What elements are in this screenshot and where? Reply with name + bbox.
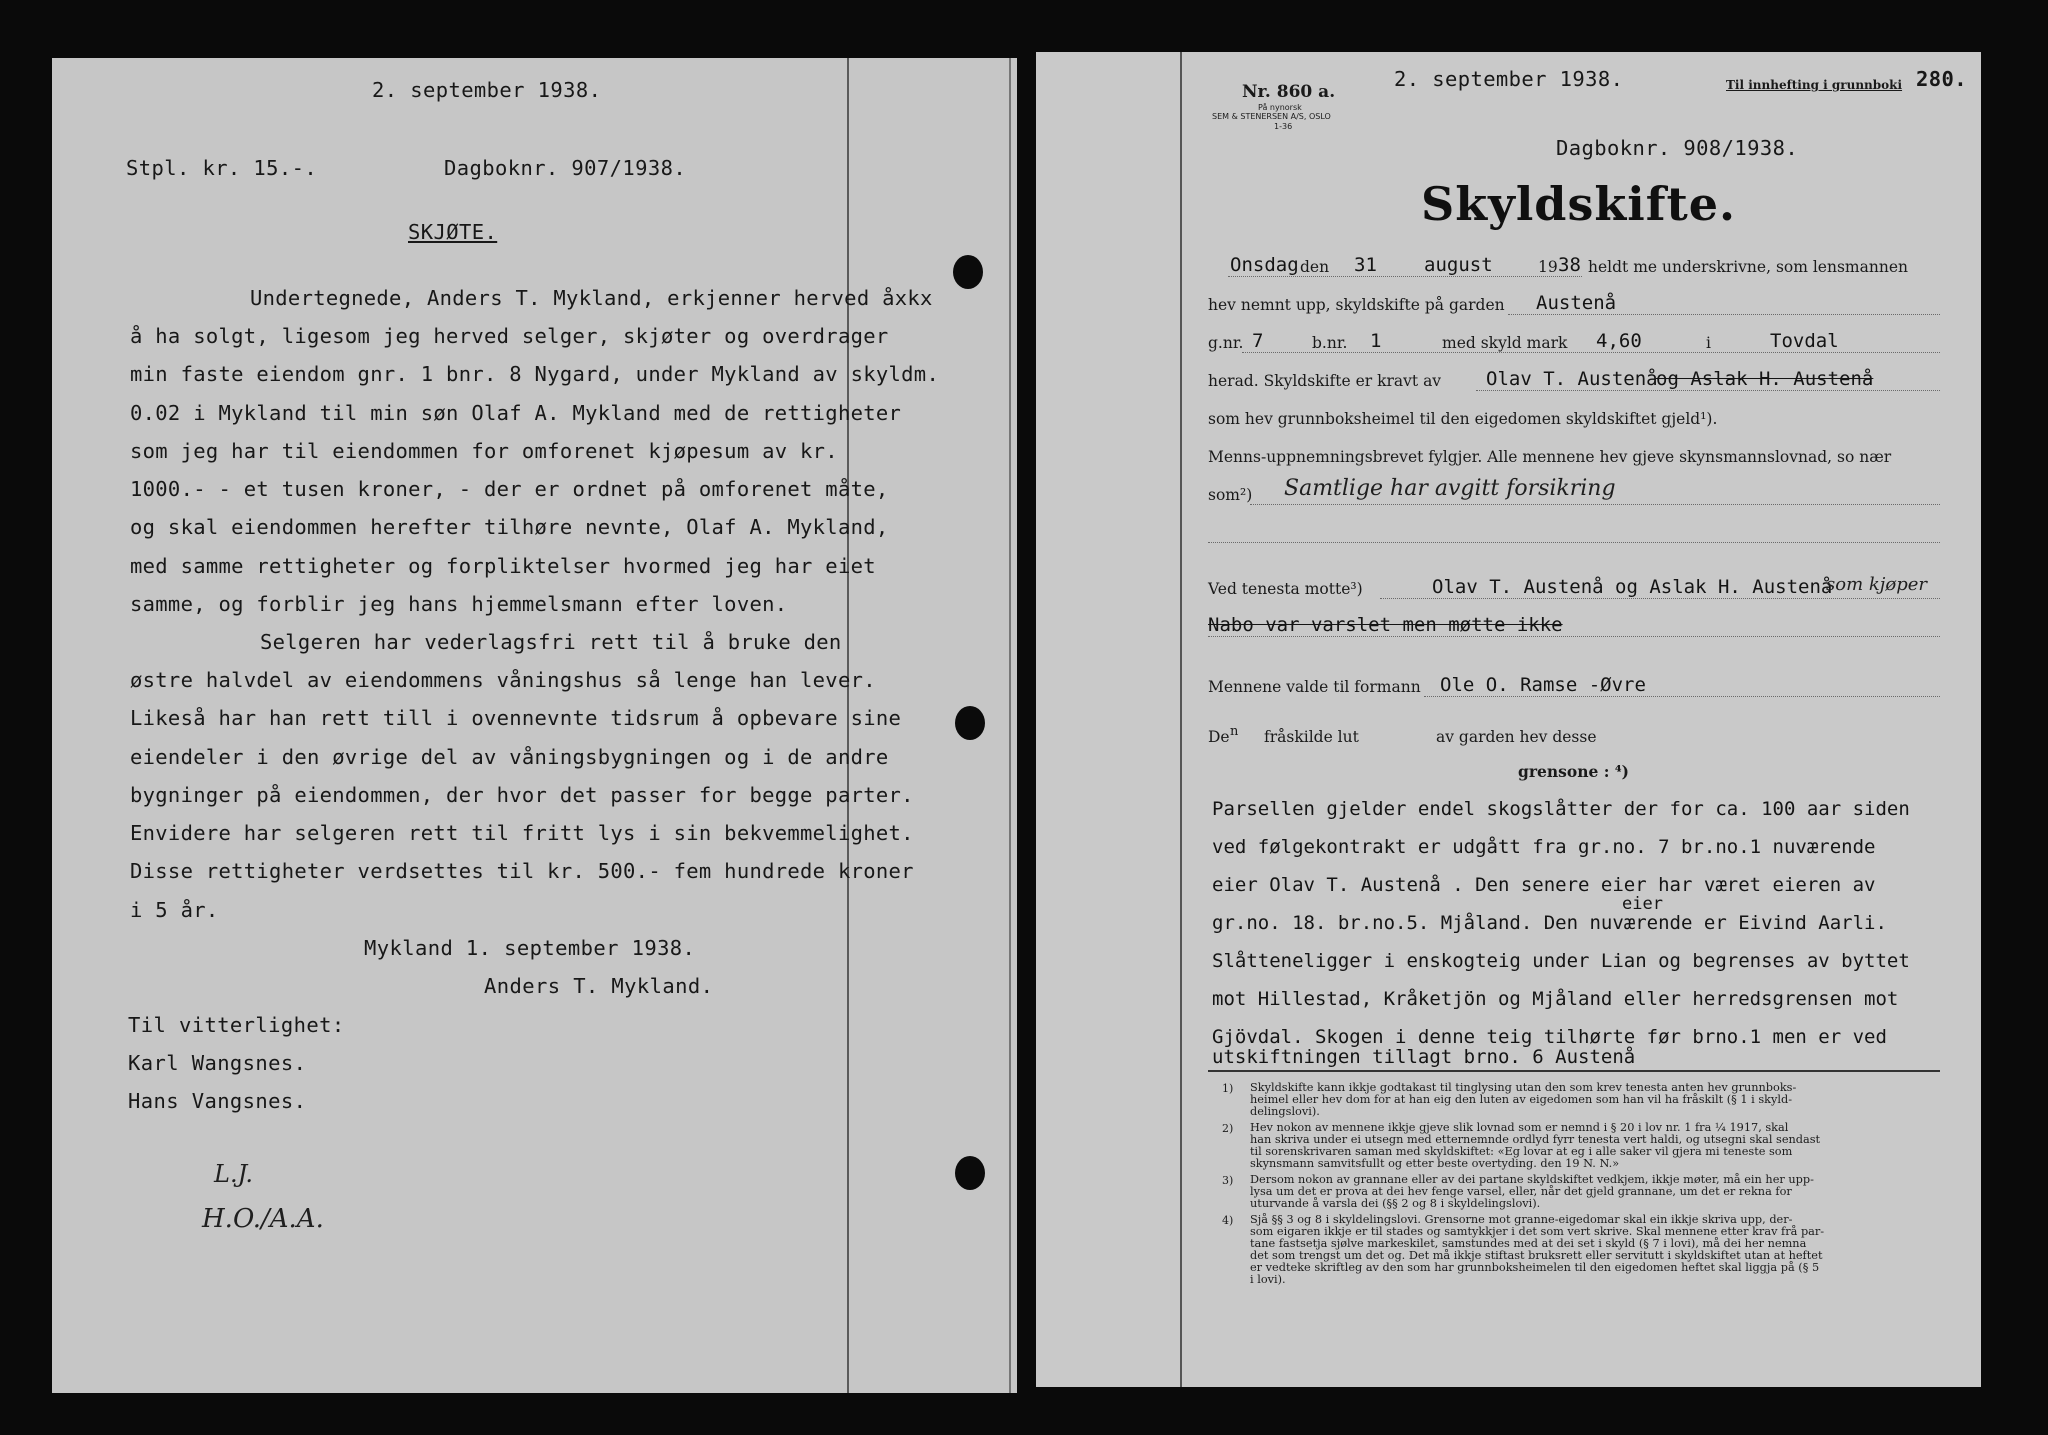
form-text: som hev grunnboksheimel til den eigedomen skyldskiftet gjeld¹).	[1208, 410, 1718, 428]
claimant-struck: og Aslak H. Austenå	[1656, 368, 1874, 390]
stamp-fee: Stpl. kr. 15.-.	[126, 156, 318, 180]
form-number: Nr. 860 a.	[1242, 82, 1336, 102]
form-title: Skyldskifte.	[1421, 177, 1737, 231]
boundary-line: ved følgekontrakt er udgått fra gr.no. 7 br.no.1 nuværende	[1212, 836, 1876, 858]
body-line: bygninger på eiendommen, der hvor det passer for begge parter.	[130, 783, 914, 807]
body-line: samme, og forblir jeg hans hjemmelsmann efter loven.	[130, 592, 788, 616]
footnote-line: til sorenskrivaren saman med skyldskiftet: «Eg lovar at eg i alle saker vil gjera mi teneste som	[1250, 1145, 1793, 1158]
fill-line	[1476, 390, 1940, 391]
form-text: av garden hev desse	[1436, 728, 1597, 746]
fill-line	[1208, 542, 1940, 543]
right-page	[1036, 52, 1981, 1387]
binding-hole	[955, 1156, 985, 1190]
footnote-line: det som trengst um det og. Det må ikkje stiftast bruksrett eller servitutt i skyldskiftet utan at heftet	[1250, 1249, 1823, 1262]
journal-number: Dagboknr. 907/1938.	[444, 156, 687, 180]
form-text: n	[1230, 724, 1239, 739]
form-text: heldt me underskrivne, som lensmannen	[1588, 258, 1908, 276]
body-line: å ha solgt, ligesom jeg herved selger, skjøter og overdrager	[130, 324, 889, 348]
margin-rule	[1180, 52, 1182, 1387]
footnote-line: Dersom nokon av grannane eller av dei partane skyldskiftet vedkjem, ikkje møter, må ein her upp-	[1250, 1173, 1814, 1186]
body-line: Likeså har han rett till i ovennevnte tidsrum å opbevare sine	[130, 706, 902, 730]
footnote-line: Sjå §§ 3 og 8 i skyldelingslovi. Grensorne mot granne-eigedomar skal ein ikkje skriva upp, der-	[1250, 1213, 1793, 1226]
date-header: 2. september 1938.	[372, 78, 602, 102]
footnote-line: han skriva under ei utsegn med etternemnde ordlyd fyrr tenesta vert haldi, og utsegni skal sendast	[1250, 1133, 1821, 1146]
witness-name: Karl Wangsnes.	[128, 1051, 307, 1075]
footnote-line: Hev nokon av mennene ikkje gjeve slik lovnad som er nemnd i § 20 i lov nr. 1 fra ¼ 1917, skal	[1250, 1121, 1789, 1134]
date-header: 2. september 1938.	[1394, 67, 1624, 91]
handwritten-initials: H.O./A.A.	[202, 1204, 324, 1234]
left-page	[52, 58, 1017, 1393]
form-text: Menns-uppnemningsbrevet fylgjer. Alle mennene hev gjeve skynsmannslovnad, so nær	[1208, 448, 1892, 466]
i-label: i	[1706, 334, 1711, 352]
body-line: østre halvdel av eiendommens våningshus så lenge han lever.	[130, 668, 876, 692]
fill-line	[1424, 696, 1940, 697]
weekday: Onsdag	[1230, 254, 1299, 276]
form-label: som²)	[1208, 486, 1253, 504]
boundary-line: utskiftningen tillagt brno. 6 Austenå	[1212, 1046, 1636, 1068]
boundary-line: mot Hillestad, Kråketjön og Mjåland eller herredsgrensen mot	[1212, 988, 1899, 1010]
binding-hole	[955, 706, 985, 740]
fill-line	[1380, 598, 1940, 599]
witness-label: Til vitterlighet:	[128, 1013, 345, 1037]
footnote-line: skynsmann samvitsfullt og etter beste overtyding. den 19 N. N.»	[1250, 1157, 1620, 1170]
boundary-line: Parsellen gjelder endel skogslåtter der for ca. 100 aar siden	[1212, 798, 1910, 820]
footnote-line: heimel eller hev dom for at han eig den luten av eigedomen som han vil ha fråskilt (§ 1 i skyld-	[1250, 1093, 1793, 1106]
binding-hole	[953, 255, 983, 289]
footnote-line: lysa um det er prova at dei hev fenge varsel, eller, når det gjeld grannane, um det er rekna for	[1250, 1185, 1792, 1198]
body-line: Selgeren har vederlagsfri rett til å bruke den	[260, 630, 842, 654]
form-text: fråskilde lut	[1264, 728, 1359, 746]
footnote-number: 4)	[1222, 1214, 1234, 1227]
boundary-insert: eier	[1622, 894, 1663, 914]
body-line: 1000.- - et tusen kroner, - der er ordnet på omforenet måte,	[130, 477, 889, 501]
form-text: De	[1208, 728, 1230, 746]
form-label: Mennene valde til formann	[1208, 678, 1421, 696]
footnote-line: er vedteke skriftleg av den som har grunnboksheimelen til den eigedomen heftet skal liggja på (§ 5	[1250, 1261, 1820, 1274]
body-line: og skal eiendommen herefter tilhøre nevnte, Olaf A. Mykland,	[130, 515, 889, 539]
gnr-value: 7	[1252, 330, 1264, 352]
fill-line	[1208, 636, 1940, 637]
neighbour-note: Nabo var varslet men møtte ikke	[1208, 614, 1563, 636]
boundary-line: Slåtteneligger i enskogteig under Lian og begrenses av byttet	[1212, 950, 1910, 972]
year-prefix: 19	[1538, 258, 1558, 276]
handwritten-note: som kjøper	[1826, 574, 1927, 595]
footnote-line: uturvande å varsla dei (§§ 2 og 8 i skyldelingslovi).	[1250, 1197, 1541, 1210]
body-line: 0.02 i Mykland til min søn Olaf A. Mykland med de rettigheter	[130, 401, 902, 425]
document-title: SKJØTE.	[408, 220, 498, 244]
body-line: som jeg har til eiendommen for omforenet kjøpesum av kr.	[130, 439, 838, 463]
handwritten-note: Samtlige har avgitt forsikring	[1284, 476, 1616, 501]
attendees: Olav T. Austenå og Aslak H. Austenå	[1432, 576, 1833, 598]
printer-line: På nynorsk	[1258, 103, 1302, 112]
boundary-line: Gjövdal. Skogen i denne teig tilhørte før brno.1 men er ved	[1212, 1026, 1887, 1048]
footnote-line: tane fastsetja sjølve markeskilet, samstundes med at dei set i skyld (§ 7 i lovi), må dei her nemna	[1250, 1237, 1807, 1250]
form-text: med skyld mark	[1442, 334, 1568, 352]
footnote-number: 1)	[1222, 1082, 1234, 1095]
seller-signature: Anders T. Mykland.	[484, 974, 714, 998]
body-line: Undertegnede, Anders T. Mykland, erkjenner herved åxkx	[250, 286, 933, 310]
footnote-number: 2)	[1222, 1122, 1234, 1135]
farm-name: Austenå	[1536, 292, 1617, 314]
bnr-label: b.nr.	[1312, 334, 1348, 352]
fill-line	[1242, 352, 1940, 353]
body-line: min faste eiendom gnr. 1 bnr. 8 Nygard, under Mykland av skyldm.	[130, 362, 940, 386]
witness-name: Hans Vangsnes.	[128, 1089, 307, 1113]
body-line: eiendeler i den øvrige del av våningsbygningen og i de andre	[130, 745, 889, 769]
boundary-line: gr.no. 18. br.no.5. Mjåland. Den nuværende er Eivind Aarli.	[1212, 912, 1887, 934]
fill-line	[1508, 314, 1940, 315]
handwritten-initials: L.J.	[214, 1160, 253, 1188]
footnote-line: som eigaren ikkje er til stades og samtykkjer i det som vert skrive. Skal mennene etter krav frå par-	[1250, 1225, 1825, 1238]
skyld-value: 4,60	[1596, 330, 1642, 352]
herad-name: Tovdal	[1770, 330, 1839, 352]
printer-line: 1-36	[1274, 122, 1293, 131]
binding-note: Til innhefting i grunnboki	[1726, 78, 1903, 92]
chairman: Ole O. Ramse -Øvre	[1440, 674, 1646, 696]
footnote-line: i lovi).	[1250, 1273, 1286, 1286]
year-suffix: 38	[1558, 254, 1581, 276]
claimant: Olav T. Austenå	[1486, 368, 1658, 390]
bnr-value: 1	[1370, 330, 1382, 352]
printer-line: SEM & STENERSEN A/S, OSLO	[1212, 112, 1331, 121]
footnote-rule	[1208, 1070, 1940, 1072]
day: 31	[1354, 254, 1377, 276]
gnr-label: g.nr.	[1208, 334, 1244, 352]
month: august	[1424, 254, 1493, 276]
form-label: Ved tenesta motte³)	[1208, 580, 1363, 598]
form-text: hev nemnt upp, skyldskifte på garden	[1208, 296, 1505, 314]
body-line: Envidere har selgeren rett til fritt lys i sin bekvemmelighet.	[130, 821, 914, 845]
fill-line	[1228, 276, 1582, 277]
journal-number: Dagboknr. 908/1938.	[1556, 136, 1799, 160]
fill-line	[1250, 504, 1940, 505]
margin-rule	[1009, 58, 1011, 1393]
footnote-number: 3)	[1222, 1174, 1234, 1187]
footnote-line: Skyldskifte kann ikkje godtakast til tinglysing utan den som krev tenesta anten hev grunnboks-	[1250, 1081, 1797, 1094]
form-text: herad. Skyldskifte er kravt av	[1208, 372, 1442, 390]
place-date: Mykland 1. september 1938.	[364, 936, 696, 960]
body-line: Disse rettigheter verdsettes til kr. 500.- fem hundrede kroner	[130, 859, 914, 883]
body-line: i 5 år.	[130, 898, 219, 922]
body-line: med samme rettigheter og forpliktelser hvormed jeg har eiet	[130, 554, 876, 578]
label-den: den	[1300, 258, 1330, 276]
footnote-line: delingslovi).	[1250, 1105, 1320, 1118]
page-number: 280.	[1916, 67, 1967, 91]
boundary-label: grensone : ⁴)	[1518, 762, 1629, 781]
boundary-line: eier Olav T. Austenå . Den senere eier har været eieren av	[1212, 874, 1876, 896]
